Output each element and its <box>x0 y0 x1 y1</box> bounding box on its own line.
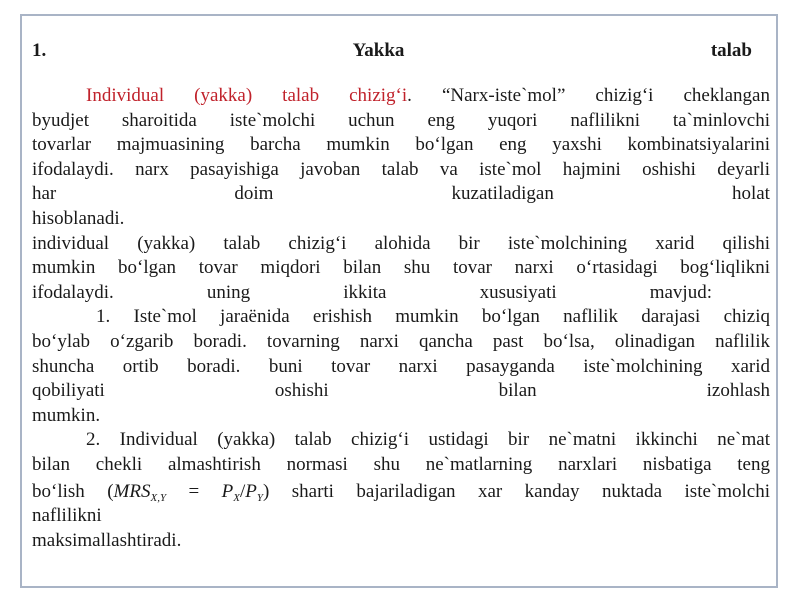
text-line: ifodalaydi. uning ikkita xususiyati mavjud: <box>32 281 712 303</box>
text-line: qobiliyati oshishi bilan izohlash <box>32 380 770 402</box>
text-line: bo‘ylab o‘zgarib boradi. tovarning narxi qancha past bo‘lsa, olinadigan naflilik <box>32 330 770 352</box>
section-heading <box>32 40 752 66</box>
paragraph-1 <box>32 84 770 232</box>
paragraph-2 <box>32 232 770 306</box>
paragraph-3 <box>32 305 770 428</box>
text-line: 2. Individual (yakka) talab chizig‘i ustidagi bir ne`matni ikkinchi ne`mat <box>86 429 770 451</box>
text-line: hisoblanadi. <box>32 207 125 229</box>
text-line: individual (yakka) talab chizig‘i alohida bir iste`molchining xarid qilishi <box>32 232 770 254</box>
text-line: mumkin. <box>32 404 101 426</box>
text-line: Individual (yakka) talab chizig‘i. “Narx-iste`mol” chizig‘i cheklangan <box>86 85 770 106</box>
mrs-symbol: $MRS_{X,Y}$ <box>113 480 167 504</box>
text-line: har doim kuzatiladigan holat <box>32 183 770 205</box>
text-line: bilan chekli almashtirish normasi shu ne`matlarning narxlari nisbatiga teng <box>32 453 770 475</box>
heading-number: 1. <box>32 40 47 61</box>
formula-line: bo‘lish $(MRS_{X,Y} = P_X/P_Y)$ sharti bajariladigan xar kanday nuktada iste`molchi <box>32 480 771 504</box>
paragraph-4 <box>32 428 770 553</box>
highlighted-term: Individual (yakka) talab chizig‘i <box>86 85 408 106</box>
slide-body <box>32 84 770 553</box>
text-line: byudjet sharoitida iste`molchi uchun eng yuqori naflilikni ta`minlovchi <box>32 109 770 131</box>
heading-word-talab: talab <box>710 40 752 61</box>
text-line: naflilikni <box>32 505 102 527</box>
text-line: ifodalaydi. narx pasayishiga javoban talab va iste`mol hajmini oshishi deyarli <box>32 158 770 180</box>
text-line: 1. Iste`mol jaraënida erishish mumkin bo‘lgan naflilik darajasi chiziq <box>96 306 770 328</box>
text-line: shuncha ortib boradi. buni tovar narxi pasayganda iste`molchining xarid <box>32 355 770 377</box>
text-line: maksimallashtiradi. <box>32 529 182 551</box>
text-line: mumkin bo‘lgan tovar miqdori bilan shu tovar narxi o‘rtasidagi bog‘liqlikni <box>32 257 770 279</box>
text-line: tovarlar majmuasining barcha mumkin bo‘lgan eng yaxshi kombinatsiyalarini <box>32 134 770 156</box>
price-y: $P_Y$ <box>245 480 263 504</box>
price-x: $P_X$ <box>221 480 240 504</box>
heading-word-yakka: Yakka <box>352 40 405 61</box>
